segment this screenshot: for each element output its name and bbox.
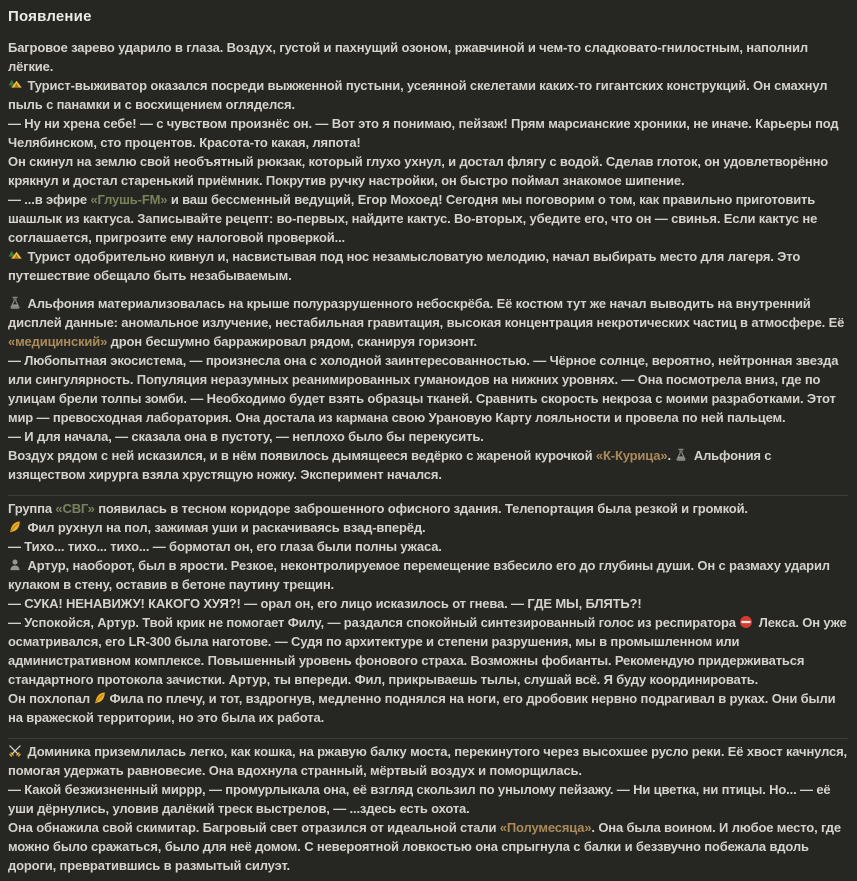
paragraph (8, 427, 848, 446)
entity-link[interactable]: «К-Курица» (595, 448, 668, 463)
camping-tent-icon (8, 78, 22, 92)
section-divider (8, 738, 848, 739)
text-run: — Ну ни хрена себе! — с чувством произнёс он. — Вот это я понимаю, пейзаж! Прям марсианские хроники, не иначе. Карьеры под Челябинском, сто процентов. Красота-то какая, ляпота! (8, 116, 839, 150)
text-run: Турист-выживатор оказался посреди выжженной пустыни, усеянной скелетами каких-то гигантских конструкций. Он смахнул пыль с панамки и с восхищением огляделся. (8, 78, 828, 112)
text-run: Багровое зарево ударило в глаза. Воздух, густой и пахнущий озоном, ржавчиной и чем-то сладковато-гнилостным, наполнил лёгкие. (8, 40, 808, 74)
entity-link[interactable]: «СВГ» (55, 501, 95, 516)
paragraph (8, 818, 848, 875)
text-run: Альфония с изяществом хирурга взяла хрустящую ножку. Эксперимент начался. (8, 448, 772, 482)
text-run: Турист одобрительно кивнул и, насвистывая под нос незамысловатую мелодию, начал выбирать место для лагеря. Это путешествие обещало быть незабываемым. (8, 249, 801, 283)
text-run: — Успокойся, Артур. Твой крик не помогает Филу, — раздался спокойный синтезированный голос из респиратора (8, 615, 740, 630)
text-run: Артур, наоборот, был в ярости. Резкое, неконтролируемое перемещение взбесило его до глубины души. Он с размаху ударил кулаком в стену, оставив в бетоне паутину трещин. (8, 558, 830, 592)
text-run: и ваш бессменный ведущий, Егор Мохоед! Сегодня мы поговорим о том, как правильно приготовить шашлык из кактуса. Записывайте рецепт: во-первых, найдите кактус. Во-вторых, убедите его, что он — свинья. Если кактус не соглашается, пригрозите ему налоговой проверкой... (8, 192, 818, 245)
paragraph (8, 518, 848, 537)
story-section-1 (8, 38, 848, 285)
paragraph (8, 190, 848, 247)
text-run: Она обнажила свой скимитар. Багровый свет отразился от идеальной стали (8, 820, 500, 835)
paragraph (8, 613, 848, 689)
text-run: появилась в тесном коридоре заброшенного офисного здания. Телепортация была резкой и громкой. (94, 501, 748, 516)
text-run: Фил рухнул на пол, зажимая уши и раскачиваясь взад-вперёд. (24, 520, 426, 535)
text-run: Фила по плечу, и тот, вздрогнув, медленно поднялся на ноги, его дробовик нервно подрагивал в руках. Они были на вражеской территории, но это была их работа. (8, 691, 836, 725)
story-body (8, 38, 848, 875)
paragraph (8, 446, 848, 484)
text-run: Альфония материализовалась на крыше полуразрушенного небоскрёба. Её костюм тут же начал выводить на внутренний дисплей данные: аномальное излучение, нестабильная гравитация, высокая концентрация некротических частиц в атмосфере. Её (8, 296, 845, 330)
paragraph (8, 76, 848, 114)
story-section-2 (8, 294, 848, 484)
text-run: Воздух рядом с ней исказился, и в нём появилось дымящееся ведёрко с жареной курочкой (8, 448, 596, 463)
paragraph (8, 594, 848, 613)
paragraph (8, 351, 848, 427)
paragraph (8, 537, 848, 556)
text-run: Он похлопал (8, 691, 94, 706)
page-title: Появление (8, 8, 92, 25)
paragraph (8, 114, 848, 152)
yellow-feather-icon (8, 520, 22, 534)
text-run: . Она была воином. И любое место, где можно было сражаться, было для неё домом. С невероятной ловкостью она спрыгнула с балки и беззвучно побежала вдоль дороги, превратившись в размытый силуэт. (8, 820, 841, 873)
text-run: дрон бесшумно барражировал рядом, сканируя горизонт. (107, 334, 477, 349)
paragraph (8, 294, 848, 351)
story-section-3 (8, 499, 848, 727)
text-run: — ...в эфире (8, 192, 91, 207)
paragraph (8, 38, 848, 76)
entity-link[interactable]: «Глушь-FM» (90, 192, 168, 207)
text-run: Он скинул на землю свой необъятный рюкзак, который глухо ухнул, и достал флягу с водой. Сделав глоток, он удовлетворённо крякнул и достал старенький приёмник. Покрутив ручку настройки, он быстро поймал знакомое шипение. (8, 154, 829, 188)
text-run: . (667, 448, 675, 463)
entity-link[interactable]: «медицинский» (8, 334, 108, 349)
text-run: — Тихо... тихо... тихо... — бормотал он, его глаза были полны ужаса. (8, 539, 442, 554)
no-entry-respirator-icon (739, 615, 753, 629)
paragraph (8, 556, 848, 594)
paragraph (8, 689, 848, 727)
story-section-4 (8, 742, 848, 875)
text-run: Группа (8, 501, 56, 516)
camping-tent-icon (8, 249, 22, 263)
text-run: — Любопытная экосистема, — произнесла она с холодной заинтересованностью. — Чёрное солнце, вероятно, нейтронная звезда или сингулярность. Популяция неразумных реанимированных гуманоидов на нижних уровнях. — Она посмотрела вниз, где по улицам брели толпы зомби. — Необходимо будет взять образцы тканей. Сравнить скорость некроза с моими разработками. Этот мир — превосходная лаборатория. Она достала из кармана свою Урановую Карту лояльности и провела по ней пальцем. (8, 353, 839, 425)
paragraph (8, 780, 848, 818)
text-run: Лекса. Он уже осматривался, его LR-300 была наготове. — Судя по архитектуре и степени разрушения, мы в промышленном или административном комплексе. Повышенный уровень фонового страха. Возможны фобианты. Рекомендую придерживаться стандартного протокола зачистки. Артур, ты впереди. Фил, прикрываешь тылы, слушай всё. Я буду координировать. (8, 615, 847, 687)
paragraph (8, 152, 848, 190)
paragraph (8, 499, 848, 518)
section-divider (8, 495, 848, 496)
alembic-icon (674, 448, 688, 462)
text-run: — Какой безжизненный миррр, — промурлыкала она, её взгляд скользил по унылому пейзажу. — Ни цветка, ни птицы. Но... — её уши дёрнулись, уловив далёкий треск выстрелов, — ...здесь есть охота. (8, 782, 831, 816)
paragraph (8, 247, 848, 285)
person-bust-icon (8, 558, 22, 572)
alembic-icon (8, 296, 22, 310)
text-run: — И для начала, — сказала она в пустоту, — неплохо было бы перекусить. (8, 429, 484, 444)
entity-link[interactable]: «Полумесяца» (499, 820, 592, 835)
yellow-feather-icon (93, 691, 107, 705)
paragraph (8, 742, 848, 780)
crossed-swords-icon (8, 744, 22, 758)
text-run: — СУКА! НЕНАВИЖУ! КАКОГО ХУЯ?! — орал он, его лицо исказилось от гнева. — ГДЕ МЫ, БЛЯТЬ?! (8, 596, 642, 611)
text-run: Доминика приземлилась легко, как кошка, на ржавую балку моста, перекинутого через высохшее русло реки. Её хвост качнулся, помогая удержать равновесие. Она вдохнула странный, мёртвый воздух и поморщилась. (8, 744, 847, 778)
